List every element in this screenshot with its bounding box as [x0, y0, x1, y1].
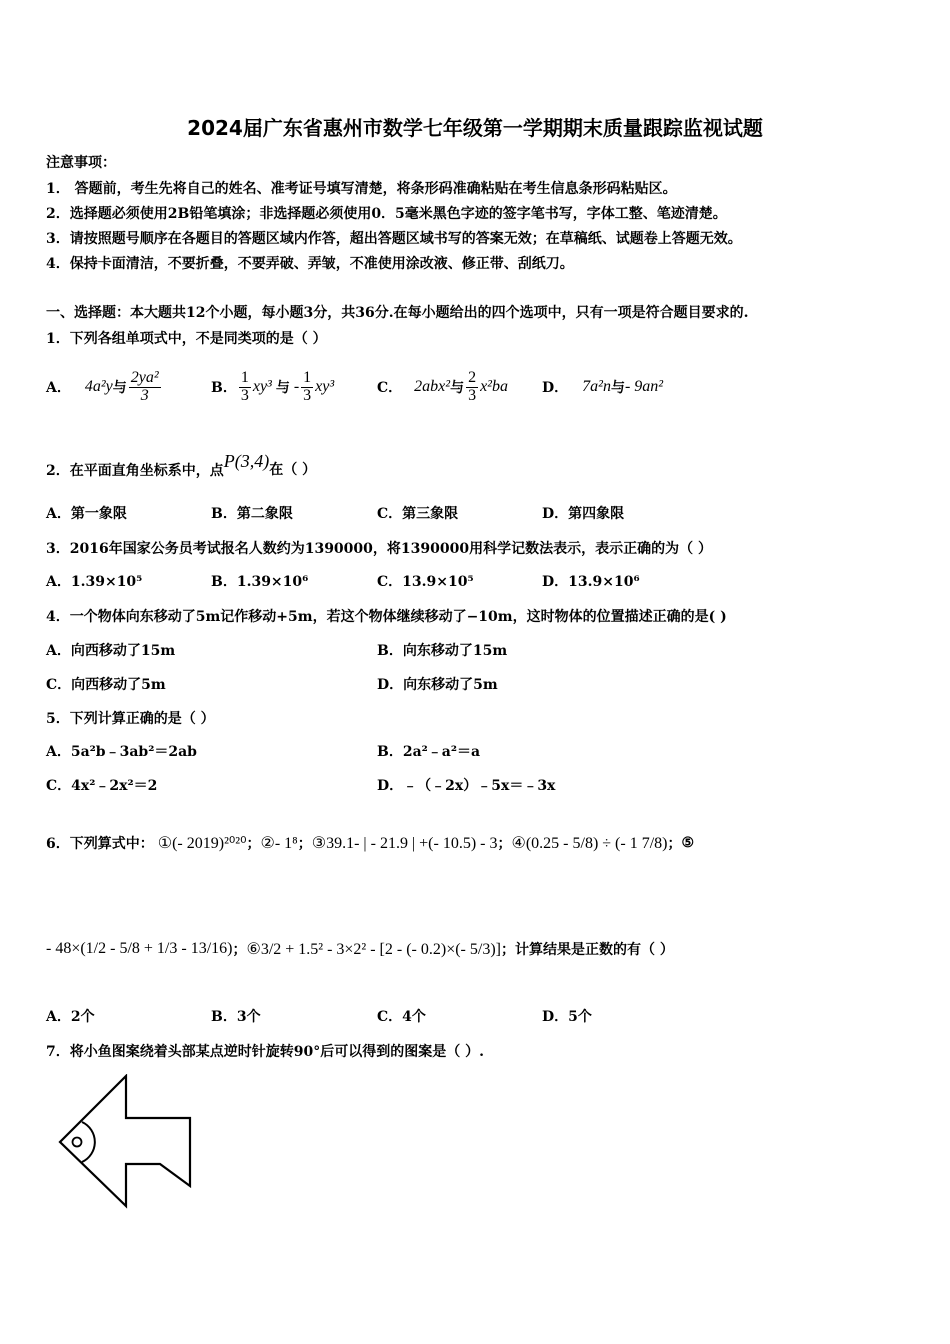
- q7-stem: 7．将小鱼图案绕着头部某点逆时针旋转90°后可以得到的图案是（ ）.: [46, 1044, 484, 1060]
- q3-options: [46, 571, 916, 611]
- q5-option-d[interactable]: D．﹣（﹣2x）﹣5x＝﹣3x: [377, 778, 556, 794]
- q2-option-a[interactable]: A．第一象限: [46, 506, 127, 522]
- notice-item-1: 1． 答题前，考生先将自己的姓名、准考证号填写清楚，将条形码准确粘贴在考生信息条形码粘贴区。: [46, 181, 677, 197]
- q3-option-d[interactable]: D．13.9×10⁶: [542, 574, 640, 590]
- q1-d-term2: - 9an²: [624, 378, 664, 395]
- q6-option-a[interactable]: A．2个: [46, 1009, 95, 1025]
- q1-c-term1: 2abx²: [414, 378, 451, 395]
- q1-c-conj: 与: [450, 380, 465, 396]
- q5-option-c[interactable]: C．4x²﹣2x²＝2: [46, 778, 158, 794]
- q4-option-b[interactable]: B．向东移动了15m: [377, 643, 508, 659]
- q2-option-d[interactable]: D．第四象限: [542, 506, 625, 522]
- q6-stem-row: [46, 812, 916, 874]
- q5-option-a[interactable]: A．5a²b﹣3ab²＝2ab: [46, 744, 197, 760]
- q1-c-frac: $\frac{2}{3}$: [468, 368, 477, 404]
- q1-b-sign: -: [293, 378, 300, 395]
- q2-option-b[interactable]: B．第二象限: [211, 506, 293, 522]
- q1-d-term1: 7a²n: [582, 378, 611, 395]
- fish-gill-arc: [82, 1122, 95, 1162]
- q1-label-a: A．: [46, 380, 71, 396]
- fish-eye: [73, 1138, 82, 1147]
- q1-a-term2: $\frac{\text{2ya²}}{3}$: [130, 368, 159, 404]
- q6-expr-1: ①(- 2019)²⁰²⁰: [157, 835, 247, 852]
- q6-expr-5: - 48×(1/2 - 5/8 + 1/3 - 13/16): [46, 940, 233, 957]
- q6-options: [46, 1006, 916, 1046]
- q2-option-c[interactable]: C．第三象限: [377, 506, 459, 522]
- q2-point: P(3,4): [223, 450, 270, 471]
- q6-expr-5-lead: ⑤: [681, 835, 695, 851]
- notice-item-4: 4．保持卡面清洁，不要折叠，不要弄破、弄皱，不准使用涂改液、修正带、刮纸刀。: [46, 256, 574, 272]
- q1-a-conj: 与: [112, 380, 127, 396]
- q3-stem: 3．2016年国家公务员考试报名人数约为1390000，将1390000用科学记数法表示，表示正确的为（ ）: [46, 541, 712, 557]
- q3-option-c[interactable]: C．13.9×10⁵: [377, 574, 474, 590]
- q1-label-d: D．: [542, 380, 569, 396]
- fish-figure: [55, 1074, 195, 1210]
- q2-stem-row: [46, 444, 916, 484]
- q1-b-conj: 与: [275, 380, 290, 396]
- q1-label-c: C．: [377, 380, 403, 396]
- notice-item-3: 3．请按照题号顺序在各题目的答题区域内作答，超出答题区域书写的答案无效；在草稿纸、试题卷上答题无效。: [46, 231, 742, 247]
- q6-expr-2: ②- 1⁸: [260, 835, 298, 852]
- fish-outline: [60, 1076, 190, 1206]
- q1-label-b: B．: [211, 380, 237, 396]
- q1-stem: 1．下列各组单项式中，不是同类项的是（ ）: [46, 331, 327, 347]
- notice-item-2: 2．选择题必须使用2B铅笔填涂；非选择题必须使用0．5毫米黑色字迹的签字笔书写，字体工整、笔迹清楚。: [46, 206, 727, 222]
- q6-sep-3: ；: [497, 836, 512, 852]
- q1-b-frac2: $\frac{1}{3}$: [303, 368, 312, 404]
- q6-option-c[interactable]: C．4个: [377, 1009, 426, 1025]
- q5-stem: 5．下列计算正确的是（ ）: [46, 711, 215, 727]
- q6-sep-1: ；: [246, 836, 261, 852]
- q1-option-c[interactable]: [377, 364, 508, 410]
- q1-b-frac1: $\frac{1}{3}$: [240, 368, 249, 404]
- q6-expr-4: ④(0.25 - 5/8) ÷ (- 1 7/8): [511, 835, 668, 852]
- q1-b-var1: xy³: [252, 378, 272, 395]
- q1-c-var: x²ba: [480, 378, 508, 395]
- q3-option-b[interactable]: B．1.39×10⁶: [211, 574, 309, 590]
- q1-d-conj: 与: [610, 380, 625, 396]
- q6-stem: 6．下列算式中：: [46, 836, 154, 852]
- q5-option-b[interactable]: B．2a²﹣a²＝a: [377, 744, 481, 760]
- q4-option-d[interactable]: D．向东移动了5m: [377, 677, 498, 693]
- q1-b-var2: xy³: [315, 378, 335, 395]
- q2-options: [46, 503, 916, 543]
- page-title: 2024届广东省惠州市数学七年级第一学期期末质量跟踪监视试题: [187, 116, 763, 140]
- notice-heading: 注意事项：: [46, 155, 116, 171]
- q2-tail: 在（ ）: [269, 462, 317, 478]
- q6-sep-2: ；: [297, 836, 312, 852]
- q3-option-a[interactable]: A．1.39×10⁵: [46, 574, 143, 590]
- q6-tail: ；计算结果是正数的有（ ）: [500, 942, 674, 958]
- q2-stem: 2．在平面直角坐标系中，点: [46, 463, 224, 479]
- section-heading: 一、选择题：本大题共12个小题，每小题3分，共36分.在每小题给出的四个选项中，只有一项是符合题目要求的.: [46, 305, 749, 321]
- q6-option-b[interactable]: B．3个: [211, 1009, 261, 1025]
- q6-expr-3: ③39.1- | - 21.9 | +(- 10.5) - 3: [311, 835, 498, 852]
- q6-expr-6: ⑥3/2 + 1.5² - 3×2² - [2 - (- 0.2)×(- 5/3)]: [246, 941, 501, 958]
- q4-option-c[interactable]: C．向西移动了5m: [46, 677, 166, 693]
- q6-sep-4: ；: [667, 836, 682, 852]
- q1-option-b[interactable]: [211, 364, 334, 410]
- q1-option-d[interactable]: [542, 364, 663, 410]
- q4-option-a[interactable]: A．向西移动了15m: [46, 643, 176, 659]
- q6-sep-5: ；: [232, 942, 247, 958]
- q4-stem: 4．一个物体向东移动了5m记作移动+5m，若这个物体继续移动了−10m，这时物体的位置描述正确的是( ): [46, 609, 727, 625]
- q6-option-d[interactable]: D．5个: [542, 1009, 592, 1025]
- q6-stem-row2: [46, 918, 916, 980]
- q1-a-term1: 4a²y: [84, 378, 113, 395]
- q1-option-a[interactable]: [46, 364, 163, 410]
- q5-options-row2: [46, 775, 916, 815]
- q1-options: [46, 364, 916, 410]
